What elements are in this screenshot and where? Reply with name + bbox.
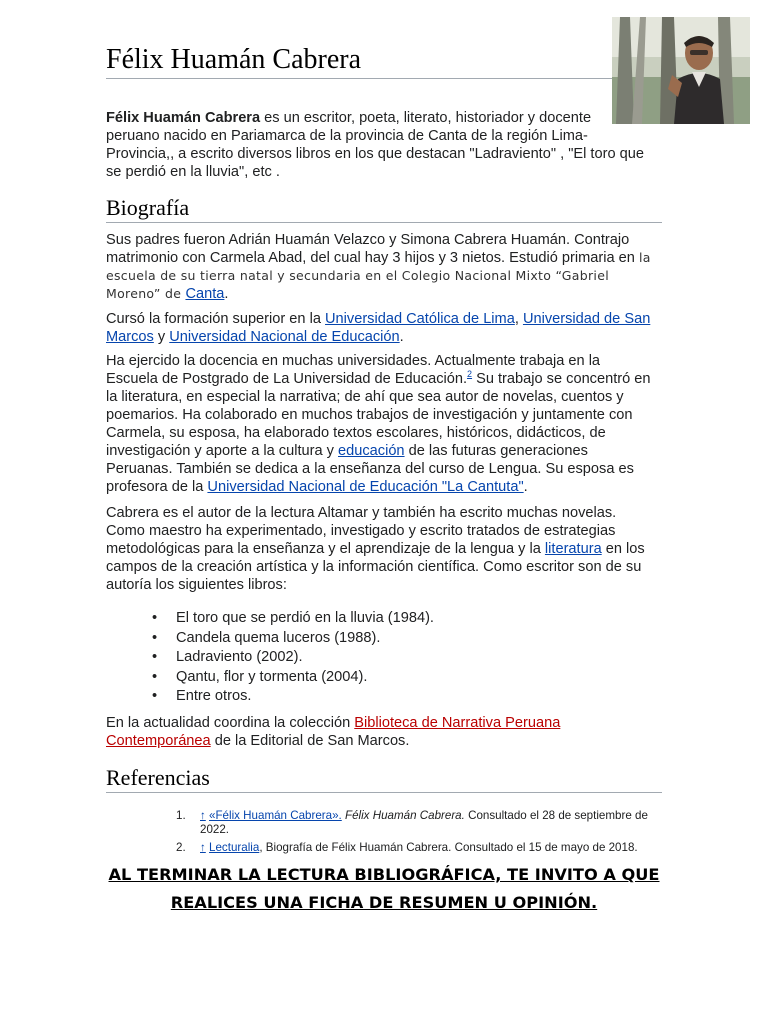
author-photo (612, 17, 750, 124)
p5-text-a: En la actualidad coordina la colección (106, 715, 355, 731)
list-item: • Ladraviento (2002). (152, 648, 434, 668)
intro-bold-name: Félix Huamán Cabrera (106, 110, 261, 126)
author-photo-image (612, 17, 750, 124)
list-item: • El toro que se perdió en la lluvia (1984). (152, 609, 434, 629)
references-list (176, 809, 662, 859)
reference-backlink-arrow[interactable]: ↑ (200, 841, 206, 854)
p1-text-a: Sus padres fueron Adrián Huamán Velazco y Simona Cabrera Huamán. Contrajo matrimonio con Carmela Abad, del cual hay 3 hijos y 3 nietos. Estudió primaria en (106, 232, 639, 266)
reference-rest: , Biografía de Félix Huamán Cabrera. Consultado el 15 de mayo de 2018. (259, 841, 638, 854)
p2-sep-1: , (514, 311, 523, 327)
reference-link[interactable]: «Félix Huamán Cabrera». (209, 809, 342, 822)
reference-italic: Félix Huamán Cabrera. (341, 809, 465, 822)
call-to-action-line-2: REALICES UNA FICHA DE RESUMEN U OPINIÓN. (170, 893, 598, 912)
intro-paragraph (106, 109, 646, 181)
biografia-paragraph-5 (106, 714, 606, 750)
reference-number: 1. (176, 809, 186, 822)
footnote-2-link[interactable]: 2 (467, 369, 473, 380)
reference-item (176, 841, 662, 855)
link-la-cantuta[interactable]: Universidad Nacional de Educación "La Cantuta" (207, 479, 524, 495)
p2-text-a: Cursó la formación superior en la (106, 311, 326, 327)
link-biblioteca-narrativa[interactable]: Biblioteca de Narrativa Peruana Contemporánea (106, 715, 561, 749)
p3-end: . (523, 479, 528, 495)
list-item: • Candela quema luceros (1988). (152, 629, 434, 649)
books-list (152, 609, 434, 707)
p3-text-a: Ha ejercido la docencia en muchas universidades. Actualmente trabaja en la Escuela de Postgrado de La Universidad de Educación. (106, 353, 601, 387)
p5-text-b: de la Editorial de San Marcos. (210, 733, 410, 749)
link-literatura[interactable]: literatura (544, 541, 602, 557)
page-title: Félix Huamán Cabrera (106, 42, 612, 79)
biografia-paragraph-1 (106, 231, 656, 303)
link-universidad-nacional-educacion[interactable]: Universidad Nacional de Educación (169, 329, 400, 345)
reference-backlink-arrow[interactable]: ↑ (200, 809, 206, 822)
reference-number: 2. (176, 841, 186, 854)
reference-link[interactable]: Lecturalia (209, 841, 260, 854)
p2-sep-2: y (153, 329, 170, 345)
call-to-action-line-1: AL TERMINAR LA LECTURA BIBLIOGRÁFICA, TE INVITO A QUE (108, 865, 660, 884)
section-heading-biografia: Biografía (106, 194, 662, 223)
list-item: • Qantu, flor y tormenta (2004). (152, 668, 434, 688)
link-universidad-catolica[interactable]: Universidad Católica de Lima (325, 311, 515, 327)
p4-text-b: en los campos de la creación artística y la información científica. Como escritor son de su autoría los siguientes libros: (106, 541, 645, 593)
biografia-paragraph-3 (106, 352, 656, 496)
reference-rest: Consultado el 28 de septiembre de 2022. (200, 809, 648, 836)
p3-text-c: de las futuras generaciones Peruanas. También se dedica a la enseñanza del curso de Lengua. Su esposa es profesora de la (106, 443, 634, 495)
p4-text-a: Cabrera es el autor de la lectura Altamar y también ha escrito muchas novelas. Como maestro ha experimentado, investigado y escrito tratados de estrategias metodológicas para la enseñanza y el aprendizaje de la lengua y la (106, 505, 617, 557)
link-educacion[interactable]: educación (338, 443, 405, 459)
intro-text: es un escritor, poeta, literato, historiador y docente peruano nacido en Pariamarca de la provincia de Canta de la región Lima-Provincia,, a escrito diversos libros en los que destacan "Ladraviento" , "El toro que se perdió en la lluvia", etc . (106, 110, 644, 180)
reference-item (176, 809, 662, 837)
link-canta[interactable]: Canta (185, 286, 225, 302)
biografia-paragraph-4 (106, 504, 656, 594)
p2-end: . (399, 329, 404, 345)
section-heading-referencias: Referencias (106, 764, 662, 793)
biografia-paragraph-2 (106, 310, 656, 346)
link-universidad-san-marcos[interactable]: Universidad de San Marcos (106, 311, 651, 345)
p1-end: . (224, 286, 229, 302)
list-item: • Entre otros. (152, 687, 434, 707)
p3-text-b: Su trabajo se concentró en la literatura, en especial la narrativa; de ahí que sea autor de novelas, cuentos y poemarios. Ha colaborado en muchos trabajos de investigación y juntamente con Carmela, su esposa, ha elaborado textos escolares, históricos, didácticos, de investigación y aporte a la cultura y (106, 371, 651, 459)
p1-text-b: la escuela de su tierra natal y secundaria en el Colegio Nacional Mixto “Gabriel Moreno” de (106, 250, 651, 301)
